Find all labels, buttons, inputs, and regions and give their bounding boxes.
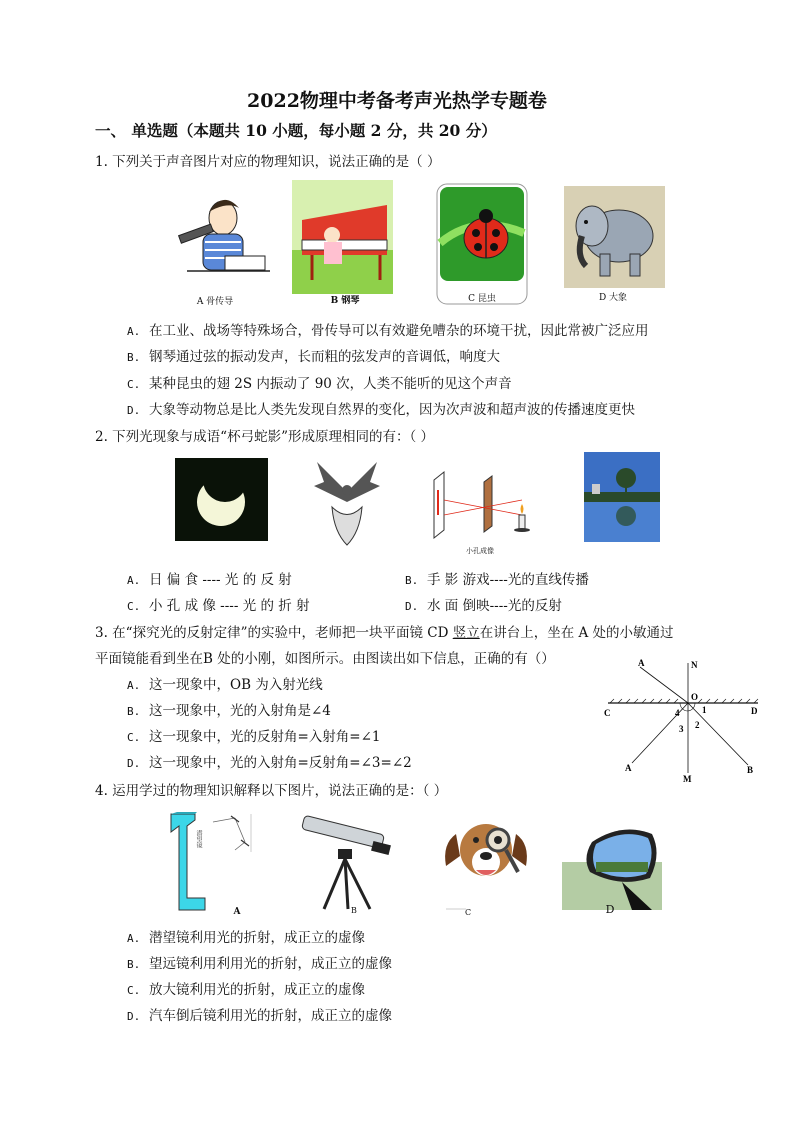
q4-option-c[interactable]: C. 放大镜利用光的折射，成正立的虚像 — [127, 982, 365, 998]
q1-option-b[interactable]: B. 钢琴通过弦的振动发声，长而粗的弦发声的音调低，响度大 — [127, 349, 500, 365]
magnifier-dog-image — [436, 814, 536, 914]
q3-option-c[interactable]: C. 这一现象中，光的反射角=入射角=∠1 — [127, 729, 381, 745]
q1-option-a[interactable]: A. 在工业、战场等特殊场合，骨传导可以有效避免嘈杂的环境干扰，因此常被广泛应用 — [127, 323, 649, 339]
q4-caption-c: C — [464, 908, 472, 917]
q2-stem: 2. 下列光现象与成语“杯弓蛇影”形成原理相同的有：（ ） — [95, 429, 435, 445]
q3-option-b[interactable]: B. 这一现象中，光的入射角是∠4 — [127, 703, 331, 719]
q1-option-c[interactable]: C. 某种昆虫的翅 2S 内振动了 90 次，人类不能听的见这个声音 — [127, 376, 512, 392]
elephant-image — [564, 186, 665, 288]
q2-options-row-2 — [127, 594, 727, 614]
telescope-image — [298, 815, 396, 911]
q1-stem: 1. 下列关于声音图片对应的物理知识，说法正确的是（ ） — [95, 154, 441, 170]
q4-stem: 4. 运用学过的物理知识解释以下图片，说法正确的是：（ ） — [95, 783, 448, 799]
section-heading: 一、 单选题（本题共 10 小题，每小题 2 分，共 20 分） — [95, 121, 497, 140]
q2-option-c[interactable]: C. 小 孔 成 像 ---- 光 的 折 射 — [127, 598, 310, 614]
q2-option-d[interactable]: D. 水 面 倒映----光的反射 — [405, 598, 562, 614]
hand-shadow-image — [312, 452, 382, 547]
q1-caption-b: B 钢琴 — [330, 296, 360, 306]
q4-caption-d: D — [605, 903, 615, 916]
q3-option-a[interactable]: A. 这一现象中，OB 为入射光线 — [127, 677, 323, 693]
page-title: 2022物理中考备考声光热学专题卷 — [247, 90, 547, 112]
q3-stem-line2: 平面镜能看到坐在B 处的小刚，如图所示。由图读出如下信息，正确的有（） — [95, 651, 555, 667]
q2-option-a[interactable]: A. 日 偏 食 ---- 光 的 反 射 — [127, 572, 292, 588]
diagram-label-b: B — [747, 765, 754, 775]
reflection-diagram — [600, 655, 765, 785]
q3-option-d[interactable]: D. 这一现象中，光的入射角=反射角=∠3=∠2 — [127, 755, 412, 771]
diagram-label-o: O — [691, 692, 699, 702]
diagram-label-a1: A — [638, 658, 645, 668]
diagram-label-3: 3 — [679, 724, 684, 734]
q3-stem: 3. 在“探究光的反射定律”的实验中，老师把一块平面镜 CD 竖立在讲台上，坐在 A 处的小敏通过 — [95, 625, 674, 641]
q1-option-d[interactable]: D. 大象等动物总是比人类先发现自然界的变化，因为次声波和超声波的传播速度更快 — [127, 402, 635, 418]
diagram-label-c: C — [604, 708, 611, 718]
q2-option-b[interactable]: B. 手 影 游戏----光的直线传播 — [405, 572, 589, 588]
eclipse-image — [175, 458, 268, 541]
ladybug-image — [436, 183, 528, 305]
q1-caption-d: D 大象 — [598, 293, 628, 303]
diagram-label-d: D — [751, 706, 758, 716]
diagram-label-a2: A — [625, 763, 632, 773]
water-reflection-image — [584, 452, 660, 542]
q4-caption-b: B — [351, 906, 357, 915]
car-mirror-image — [562, 822, 662, 910]
piano-image — [292, 180, 393, 294]
diagram-label-1: 1 — [702, 705, 707, 715]
pinhole-caption: 小孔成像 — [466, 547, 494, 555]
periscope-image — [165, 812, 265, 912]
q1-caption-c: C 昆虫 — [468, 294, 496, 304]
q4-caption-a: A — [233, 907, 241, 917]
q2-options-row-1 — [127, 568, 727, 588]
pinhole-image — [426, 460, 536, 545]
q4-option-b[interactable]: B. 望远镜利用利用光的折射，成正立的虚像 — [127, 956, 392, 972]
diagram-label-m: M — [683, 774, 692, 784]
q4-option-a[interactable]: A. 潜望镜利用光的折射，成正立的虚像 — [127, 930, 365, 946]
bone-conduction-image — [165, 186, 270, 298]
q4-option-d[interactable]: D. 汽车倒后镜利用光的折射，成正立的虚像 — [127, 1008, 392, 1024]
q1-caption-a: A 骨传导 — [196, 297, 234, 307]
periscope-label: 潜望镜 — [195, 830, 202, 848]
diagram-label-4: 4 — [675, 708, 680, 718]
diagram-label-n: N — [691, 660, 698, 670]
diagram-label-2: 2 — [695, 720, 700, 730]
